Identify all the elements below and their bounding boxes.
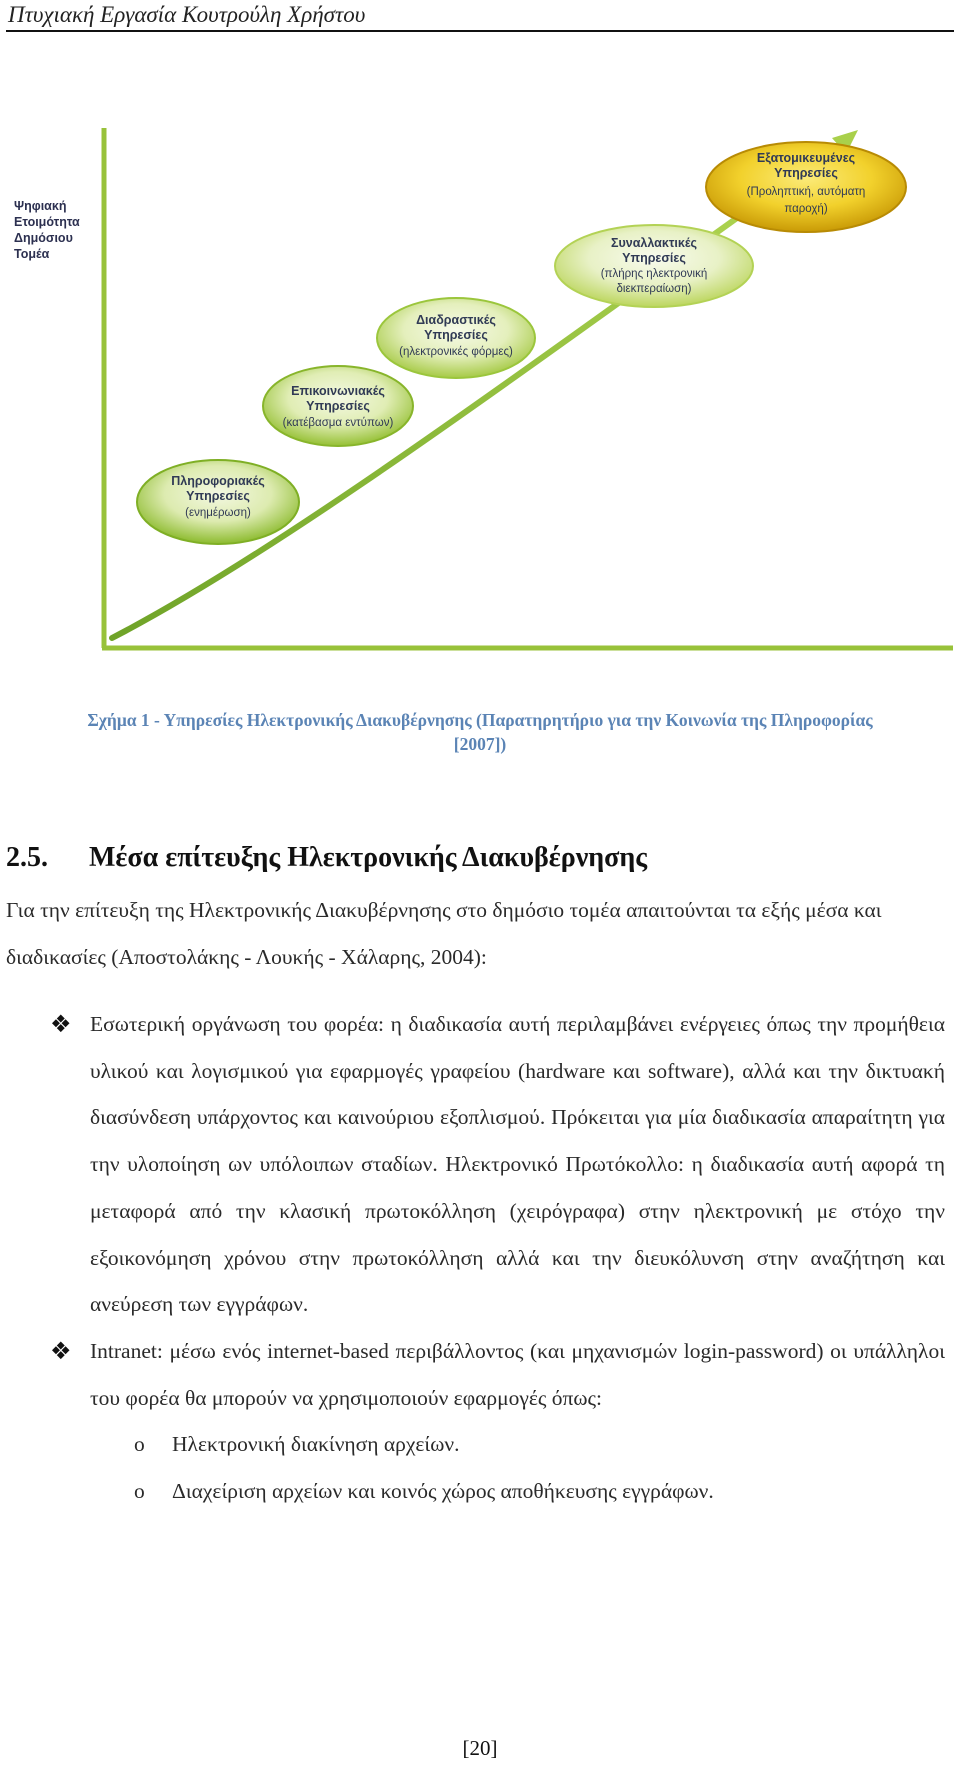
list-item-intranet [0,1328,955,1421]
diamond-bullet-icon: ❖ [50,1010,72,1038]
sub-list-item-text: Διαχείριση αρχείων και κοινός χώρος αποθήκευσης εγγράφων. [172,1479,714,1504]
sub-list-container [0,1421,960,1514]
intranet-applications-list [0,1421,960,1514]
list-item-internal-organization [0,1001,955,1328]
y-axis-label-line-3: Δημόσιου [14,231,73,245]
stage-3-subtitle: (ηλεκτρονικές φόρμες) [399,346,513,358]
list-item-text: Εσωτερική οργάνωση του φορέα: η διαδικασία αυτή περιλαμβάνει ενέργειες όπως την προμήθεια υλικού και λογισμικού για εφαρμογές γραφείου (hardware και software), αλλά και την δικτυακή διασύνδεση υπάρχοντος και καινούριου εξοπλισμού. Πρόκειται για μία διαδικασία απαραίτητη για την υλοποίηση ων υπόλοιπων σταδίων. Ηλεκτρονικό Πρωτόκολλο: η διαδικασία αυτή αφορά τη μεταφορά από την κλασική πρωτοκόλληση (χειρόγραφα) στην ηλεκτρονική με στόχο την εξοικονόμηση χρόνου στην πρωτοκόλληση αλλά και την διευκόλυνση στην αναζήτηση και ανεύρεση των εγγράφων. [90,1012,945,1317]
stage-1-subtitle: (ενημέρωση) [185,507,251,519]
stage-personalized-services [706,142,906,232]
stage-2-title-line-2: Υπηρεσίες [306,399,370,413]
section-number: 2.5. [6,842,48,873]
intro-paragraph: Για την επίτευξη της Ηλεκτρονικής Διακυβέρνησης στο δημόσιο τομέα απαιτούνται τα εξής μέσα και διαδικασίες (Αποστολάκης - Λουκής - Χάλαρης, 2004): [6,898,882,969]
stage-4-subtitle-line-2: διεκπεραίωση) [616,283,692,295]
caption-line-1: Σχήμα 1 - Υπηρεσίες Ηλεκτρονικής Διακυβέρνησης (Παρατηρητήριο για την Κοινωνία της Πληροφορίας [87,710,873,730]
y-axis-label-line-4: Τομέα [14,247,50,261]
sub-list-item-text: Ηλεκτρονική διακίνηση αρχείων. [172,1432,460,1457]
stage-2-subtitle: (κατέβασμα εντύπων) [282,417,394,429]
stage-transactional-services [555,225,753,307]
figure-egov-stages [6,118,960,684]
stage-5-subtitle-line-1: (Προληπτική, αυτόματη [746,186,866,198]
stage-communication-services [263,366,413,446]
stage-5-title-line-1: Εξατομικευμένες [756,151,856,165]
stage-interactive-services [377,298,535,378]
caption-line-2: [2007]) [453,734,507,754]
page-number: [20] [462,1736,498,1760]
stage-5-subtitle-line-2: παροχή) [784,203,828,215]
stage-1-title-line-2: Υπηρεσίες [186,489,250,503]
y-axis-label-line-1: Ψηφιακή [14,199,67,213]
egov-stages-diagram [6,118,960,684]
diamond-bullet-icon: ❖ [50,1336,72,1365]
means-list [0,1001,960,1515]
y-axis-label-line-2: Ετοιμότητα [14,215,80,229]
stage-5-title-line-2: Υπηρεσίες [774,166,838,180]
list-item-text: Intranet: μέσω ενός internet-based περιβάλλοντος (και μηχανισμών login-password) οι υπάλληλοι του φορέα θα μπορούν να χρησιμοποιούν εφαρμογές όπως: [90,1338,945,1410]
stage-informational-services [137,460,299,544]
stage-4-title-line-1: Συναλλακτικές [611,236,697,250]
stage-2-title-line-1: Επικοινωνιακές [291,384,385,398]
section-heading [6,840,946,876]
section-title: Μέσα επίτευξης Ηλεκτρονικής Διακυβέρνησης [89,842,648,873]
stage-3-title-line-1: Διαδραστικές [416,313,496,327]
stage-1-title-line-1: Πληροφοριακές [171,474,265,488]
circle-bullet-icon: o [134,1479,145,1504]
stage-4-title-line-2: Υπηρεσίες [622,251,686,265]
circle-bullet-icon: o [134,1432,145,1457]
running-title: Πτυχιακή Εργασία Κουτρούλη Χρήστου [8,2,366,27]
stage-3-title-line-2: Υπηρεσίες [424,328,488,342]
sub-list-item [0,1421,960,1468]
running-header [6,0,954,32]
sub-list-item [0,1468,960,1515]
stage-4-subtitle-line-1: (πλήρης ηλεκτρονική [600,268,708,280]
figure-caption [10,708,950,756]
